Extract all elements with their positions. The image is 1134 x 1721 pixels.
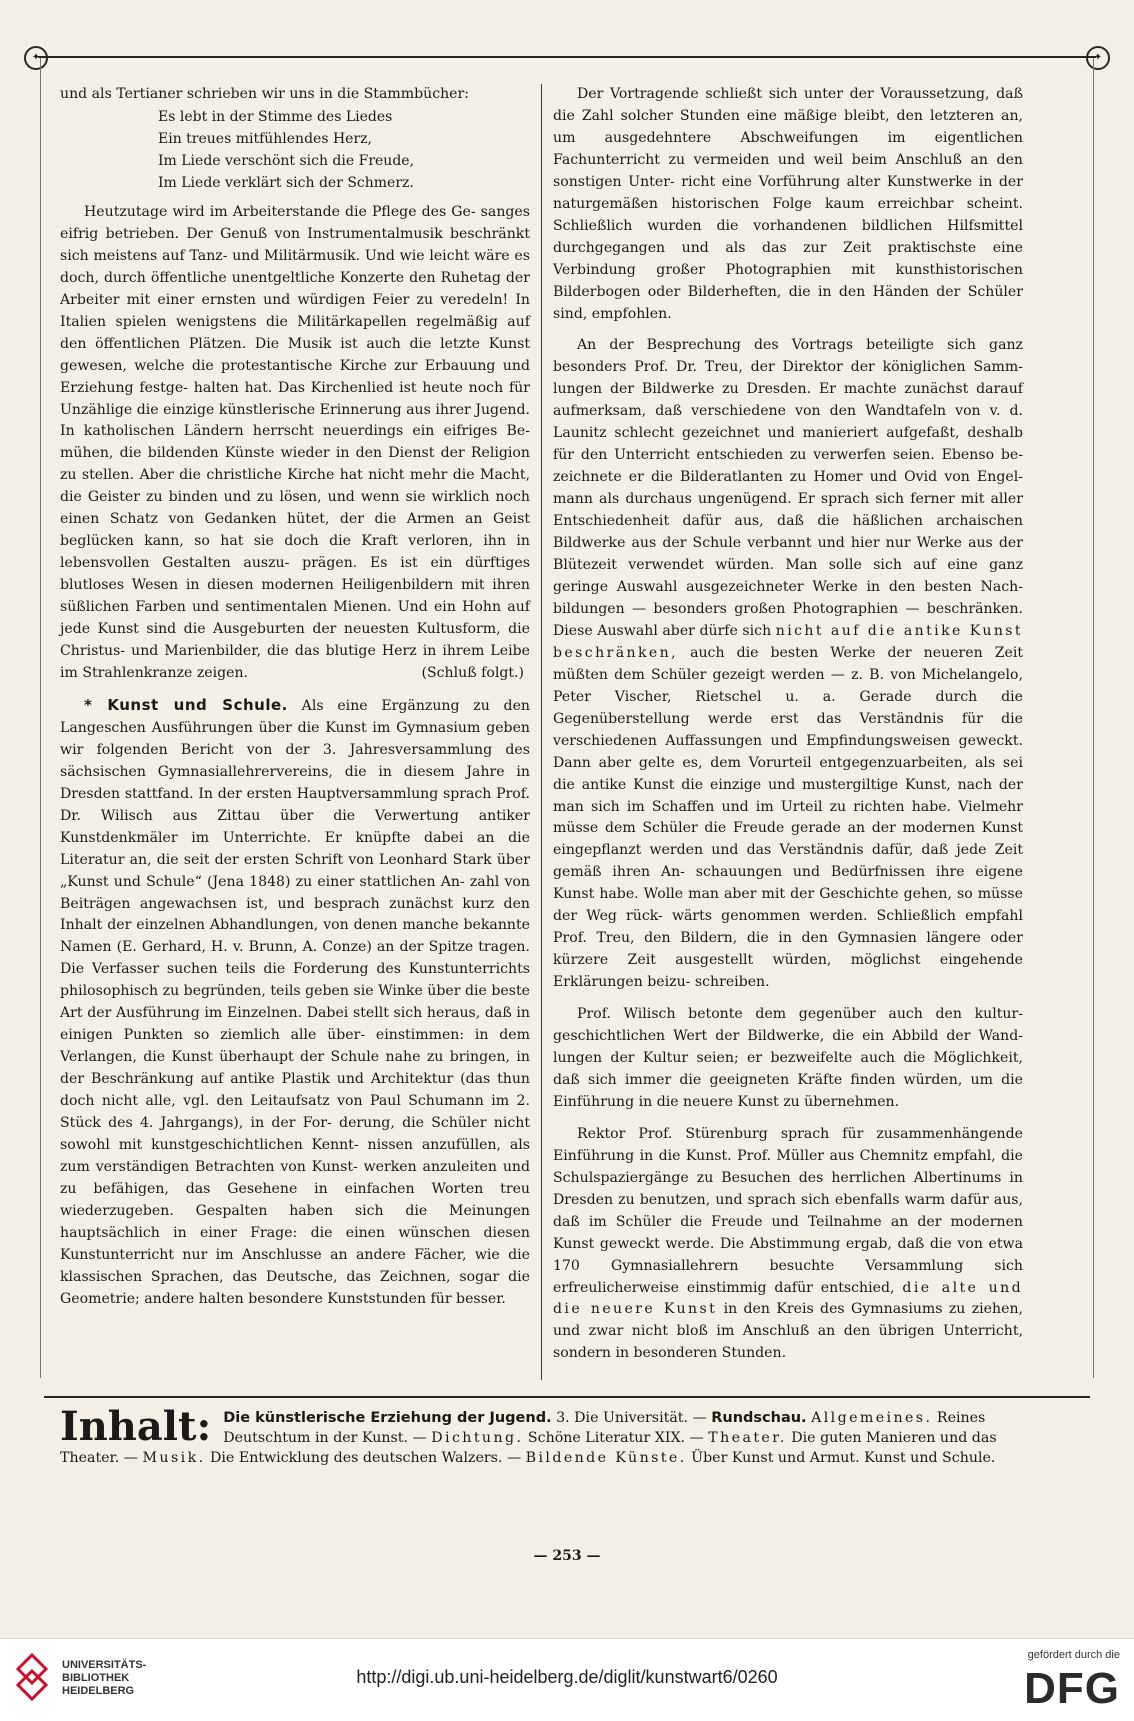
- emphasis: die alte und die neuere Kunst: [553, 1279, 1023, 1318]
- column-divider: [541, 84, 542, 1380]
- contents-rule: [44, 1396, 1090, 1398]
- continuation-note: (Schluß folgt.): [421, 664, 524, 681]
- ornament-icon: ✦: [1086, 46, 1110, 70]
- left-column: [60, 84, 530, 1311]
- poem-line: Es lebt in der Stimme des Liedes: [158, 108, 393, 125]
- contents-title: Inhalt:: [60, 1403, 212, 1450]
- poem-line: Ein treues mitfühlendes Herz,: [158, 130, 372, 147]
- contents-section: Rundschau.: [711, 1410, 807, 1426]
- top-rule: [38, 56, 1096, 58]
- table-of-contents: Inhalt: Die künstlerische Erziehung der Jugend. 3. Die Universität. — Rundschau. Allgemeines. Reines Deutschtum in der Kunst. — Dichtung. Schöne Literatur XIX. — Theater. Die guten Manieren und das Theater. — Musik. Die Entwicklung des deutschen Walzers. — Bildende Künste. Über Kunst und Armut. Kunst und Schule.: [60, 1403, 997, 1466]
- contents-heading: Die künstlerische Erziehung der Jugend.: [223, 1410, 552, 1426]
- page-number: — 253 —: [533, 1548, 601, 1564]
- viewer-footer: [0, 1638, 1134, 1721]
- ornament-icon: ✦: [24, 46, 48, 70]
- paragraph: Rektor Prof. Stürenburg sprach für zusammenhängende Einführung in die Kunst. Prof. Müller aus Chemnitz empfahl, die Schulspaziergänge zu Besuchen des herrlichen Albertinums in Dresden zu benutzen, und sprach sich ebenfalls warm dafür aus, daß im Schüler die Freude und Teilnahme an der modernen Kunst geweckt werde. Die Abstimmung ergab, daß die von etwa 170 Gymnasiallehrern besuchte Versammlung sich erfreulicherweise einstimmig dafür entschied, die alte und die neuere Kunst in den Kreis des Gymnasiums zu ziehen, und zwar nicht bloß im Anschluß an den übrigen Unterricht, sondern in besonderen Stunden.: [553, 1125, 1023, 1362]
- paragraph: Der Vortragende schließt sich unter der Voraussetzung, daß die Zahl solcher Stunden eine mäßige bleibt, den letzteren an, um ausgedehntere Abschweifungen im eigentlichen Fachunterricht zu vermeiden und weil beim Anschluß an den sonstigen Unter- richt eine Vorführung alter Kunstwerke in der naturgemäßen historischen Folge kaum erreichbar scheint. Schließlich wurden die vorhandenen bildlichen Hilfsmittel durchgegangen und als das zur Zeit praktischste eine Verbindung großer Photographien mit kunsthistorischen Bilderbogen oder Bilderheften, die in den Händen der Schüler sind, empfohlen.: [553, 86, 1023, 322]
- dfg-logo: DFG: [1024, 1664, 1120, 1713]
- institution-name: UNIVERSITÄTS- BIBLIOTHEK HEIDELBERG: [62, 1659, 147, 1697]
- frame-line-left: [40, 58, 41, 1378]
- paragraph: * Kunst und Schule. Als eine Ergänzung zu den Langeschen Ausführungen über die Kunst im Gymnasium geben wir folgenden Bericht von der 3. Jahresversammlung des sächsischen Gymnasiallehrervereins, die in diesem Jahre in Dresden stattfand. In der ersten Hauptversammlung sprach Prof. Dr. Wilisch aus Zittau über die Verwertung antiker Kunstdenkmäler im Unterrichte. Er knüpfte dabei an die Literatur an, die seit der ersten Schrift von Leonhard Stark über „Kunst und Schule“ (Jena 1848) zu einer stattlichen An- zahl von Beiträgen angewachsen ist, und besprach zunächst kurz den Inhalt der einzelnen Abhandlungen, von denen manche bekannte Namen (E. Gerhard, H. v. Brunn, A. Conze) an der Spitze tragen. Die Verfasser suchen teils die Forderung des Kunstunterrichts philosophisch zu begründen, teils geben sie Winke über die beste Art der Ausführung im Einzelnen. Dabei stellt sich heraus, daß in einigen Punkten so ziemlich alle über- einstimmen: in dem Verlangen, die Kunst überhaupt der Schule nahe zu bringen, in der Beschränkung auf antike Plastik und Architektur (das thun doch nicht alle, vgl. den Leitaufsatz von Paul Schumann im 2. Stück des 4. Jahrgangs), in der For- derung, die Schüler nicht sowohl mit kunstgeschichtlichen Kennt- nissen anzufüllen, als zum verständigen Betrachten von Kunst- werken anzuleiten und zu befähigen, das Gesehene in einfachen Worten treu wiederzugeben. Gespalten haben sich die Meinungen hauptsächlich in einer Frage: die einen wünschen diesen Kunstunterricht nur im Anschlusse an andere Fächer, wie die klassischen Sprachen, das Deutsche, das Zeichnen, sogar die Geometrie; andere halten besondere Kunststunden für besser.: [60, 695, 530, 1307]
- paragraph: An der Besprechung des Vortrags beteiligte sich ganz besonders Prof. Dr. Treu, der Direktor der königlichen Samm- lungen der Bildwerke zu Dresden. Er machte zunächst darauf aufmerksam, daß verschiedene von den Wandtafeln von v. d. Launitz schlecht gezeichnet und manieriert aufgefaßt, deshalb für den Unterricht entschieden zu verwerfen seien. Ebenso be- zeichnete er die Bilderatlanten zu Homer und Ovid von Engel- mann als durchaus ungenügend. Er sprach sich ferner mit aller Entschiedenheit dafür aus, daß die häßlichen archaischen Bildwerke aus der Schule verbannt und hier nur Werke aus der Blütezeit verwendet würden. Man solle sich auf eine ganz geringe Auswahl ausgezeichneter Werke in den besten Nach- bildungen — besonders großen Photographien — beschränken. Diese Auswahl aber dürfe sich nicht auf die antike Kunst beschränken, auch die besten Werke der neueren Zeit müßten dem Schüler gezeigt werden — z. B. von Michelangelo, Peter Vischer, Rietschel u. a. Gerade durch die Gegenüberstellung werde erst das Verständnis für die verschiedenen Auffassungen und Empfindungsweisen geweckt. Dann aber gelte es, dem Vorurteil entgegenzuarbeiten, als sei die antike Kunst die einzige und mustergiltige Kunst, nach der man sich im Schaffen und im Urteil zu richten habe. Vielmehr müsse dem Schüler die Freude gerade an der modernen Kunst eingepflanzt werden und das Verständnis dafür, daß jede Zeit gemäß ihren An- schauungen und Bedürfnissen ihre eigene Kunst habe. Wolle man aber mit der Geschichte gehen, so müsse der Weg rück- wärts genommen werden. Schließlich empfahl Prof. Treu, den Bildern, die in den Gymnasien längere oder kürzere Zeit ausgestellt würden, möglichst eingehende Erklärungen beizu- schreiben.: [553, 337, 1024, 991]
- frame-line-right: [1093, 58, 1094, 1378]
- poem-line: Im Liede verklärt sich der Schmerz.: [158, 174, 414, 191]
- right-column: [553, 84, 1023, 1365]
- poem: [158, 106, 530, 194]
- funding-caption: gefördert durch die: [1027, 1649, 1120, 1661]
- paragraph: Prof. Wilisch betonte dem gegenüber auch den kultur- geschichtlichen Wert der Bildwerke, die ein Abbild der Wand- lungen der Kultur seien; er bezweifelte auch die Möglichkeit, daß sich immer die geeigneten Kräfte finden würden, um die Einführung in die neuere Kunst zu übernehmen.: [553, 1006, 1023, 1110]
- section-heading: * Kunst und Schule.: [84, 695, 288, 714]
- intro-line: und als Tertianer schrieben wir uns in die Stammbücher:: [60, 86, 469, 102]
- poem-line: Im Liede verschönt sich die Freude,: [158, 152, 415, 169]
- paragraph: Heutzutage wird im Arbeiterstande die Pflege des Ge- sanges eifrig betrieben. Der Genuß von Instrumentalmusik beschränkt sich meistens auf Tanz- und Militärmusik. Und wie leicht wäre es doch, durch öffentliche unentgeltliche Konzerte den Ruhetag der Arbeiter mit einer ernsten und würdigen Feier zu veredeln! In Italien spielen wenigstens die Militärkapellen regelmäßig auf den öffentlichen Plätzen. Die Musik ist auch die letzte Kunst gewesen, welche die protestantische Kirche zur Erbauung und Erziehung festge- halten hat. Das Kirchenlied ist heute noch für Unzählige die einzige künstlerische Erinnerung aus ihrer Jugend. In katholischen Ländern herrscht neuerdings ein eifriges Be- mühen, die bildenden Künste wieder in den Dienst der Religion zu stellen. Aber die christliche Kirche hat nicht mehr die Macht, die Geister zu binden und zu lösen, und wenn sie wirklich noch einen Schatz von Gedanken hütet, der die Armen an Geist beglücken kann, so hat sie doch die Kraft verloren, ihn in lebensvollen Gestalten auszu- prägen. Es ist ein dürftiges blutloses Wesen in diesen modernen Heiligenbildern mit ihren süßlichen Farben und sentimentalen Mienen. Und ein Hohn auf jede Kunst sind die Ausgeburten der neuesten Kultusform, die Christus- und Marienbilder, die das blutige Herz in ihrem Leibe im Strahlenkranze zeigen. (Schluß folgt.): [60, 202, 530, 685]
- source-url[interactable]: http://digi.ub.uni-heidelberg.de/diglit/kunstwart6/0260: [356, 1667, 778, 1687]
- emphasis: nicht auf die antike Kunst beschränken,: [553, 622, 1024, 661]
